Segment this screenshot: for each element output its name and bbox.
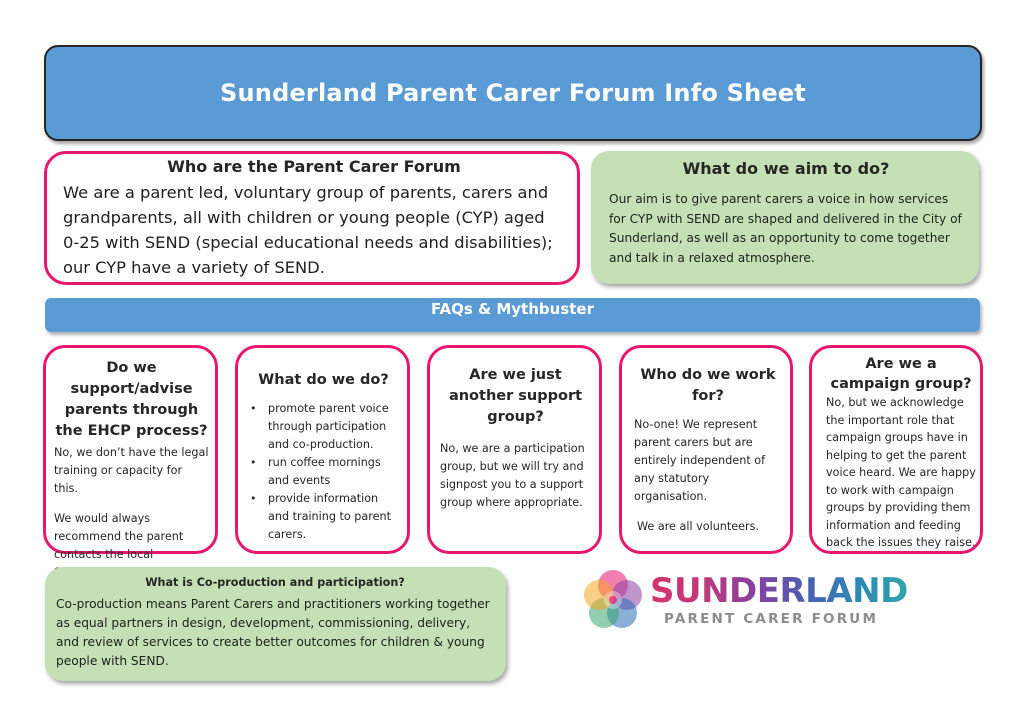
logo-word-text: SUNDERLAND	[650, 571, 908, 611]
faq-question: Are we a campaign group?	[830, 356, 972, 392]
coproduction-panel	[45, 567, 506, 681]
faq-question: Are we just another support group?	[448, 367, 583, 425]
aim-body: Our aim is to give parent carers a voice in how services for CYP with SEND are shaped and delivered in the City of Sunderland, as well as an opportunity to come together and talk in a relaxed atmosphere.	[609, 192, 962, 265]
list-item: • promote parent voice through participation and co-production.	[246, 400, 401, 454]
faq-answer: We are all volunteers.	[637, 520, 760, 533]
title-banner	[44, 45, 982, 141]
list-item: • run coffee mornings and events	[246, 454, 401, 490]
logo-wordmark	[650, 571, 908, 611]
faq-answer: No, we are a participation group, but we will try and signpost you to a support group where appropriate.	[440, 442, 585, 509]
flower-logo-icon	[578, 565, 648, 635]
faq-question: Do we support/advise parents through the EHCP process?	[55, 360, 208, 439]
faq-answer: No, but we acknowledge the important role that campaign groups have in helping to get the parent voice heard. We are happy to work with campaign groups by providing them information and feeding back the issues they raise.	[826, 396, 976, 549]
faq-answer: No, we don’t have the legal training or capacity for this.	[54, 446, 209, 495]
coproduction-heading: What is Co-production and participation?	[145, 576, 405, 589]
faq-answer: We would always recommend the parent contacts the local	[54, 512, 184, 561]
faq-question: Who do we work for?	[640, 367, 776, 404]
who-body: We are a parent led, voluntary group of parents, carers and grandparents, all with children or young people (CYP) aged 0-25 with SEND (special educational needs and disabilities); our CYP have a variety of SEND.	[63, 183, 553, 277]
faq-card-what-we-do	[235, 345, 410, 554]
faq-heading: FAQs & Mythbuster	[431, 300, 594, 318]
activity-list	[246, 400, 401, 544]
forum-logo	[578, 565, 918, 635]
faq-answer: No-one! We represent parent carers but are entirely independent of any statutory organisation.	[634, 418, 766, 503]
coproduction-body: Co-production means Parent Carers and practitioners working together as equal partners in design, development, commissioning, delivery, and review of services to create better outcomes for children & young people with SEND.	[56, 597, 490, 668]
logo-subtitle: PARENT CARER FORUM	[664, 611, 879, 627]
faq-card-support-group	[427, 345, 602, 554]
who-heading: Who are the Parent Carer Forum	[167, 157, 461, 176]
faq-card-ehcp	[43, 345, 218, 561]
aim-heading: What do we aim to do?	[682, 159, 890, 178]
faq-banner	[45, 298, 980, 332]
aim-panel	[591, 151, 979, 284]
list-item: • provide information and training to parent carers.	[246, 490, 401, 544]
page-title: Sunderland Parent Carer Forum Info Sheet	[220, 79, 806, 107]
faq-question: What do we do?	[258, 372, 389, 388]
who-panel	[44, 151, 580, 285]
faq-card-campaign	[809, 345, 983, 554]
faq-card-work-for	[619, 345, 793, 554]
